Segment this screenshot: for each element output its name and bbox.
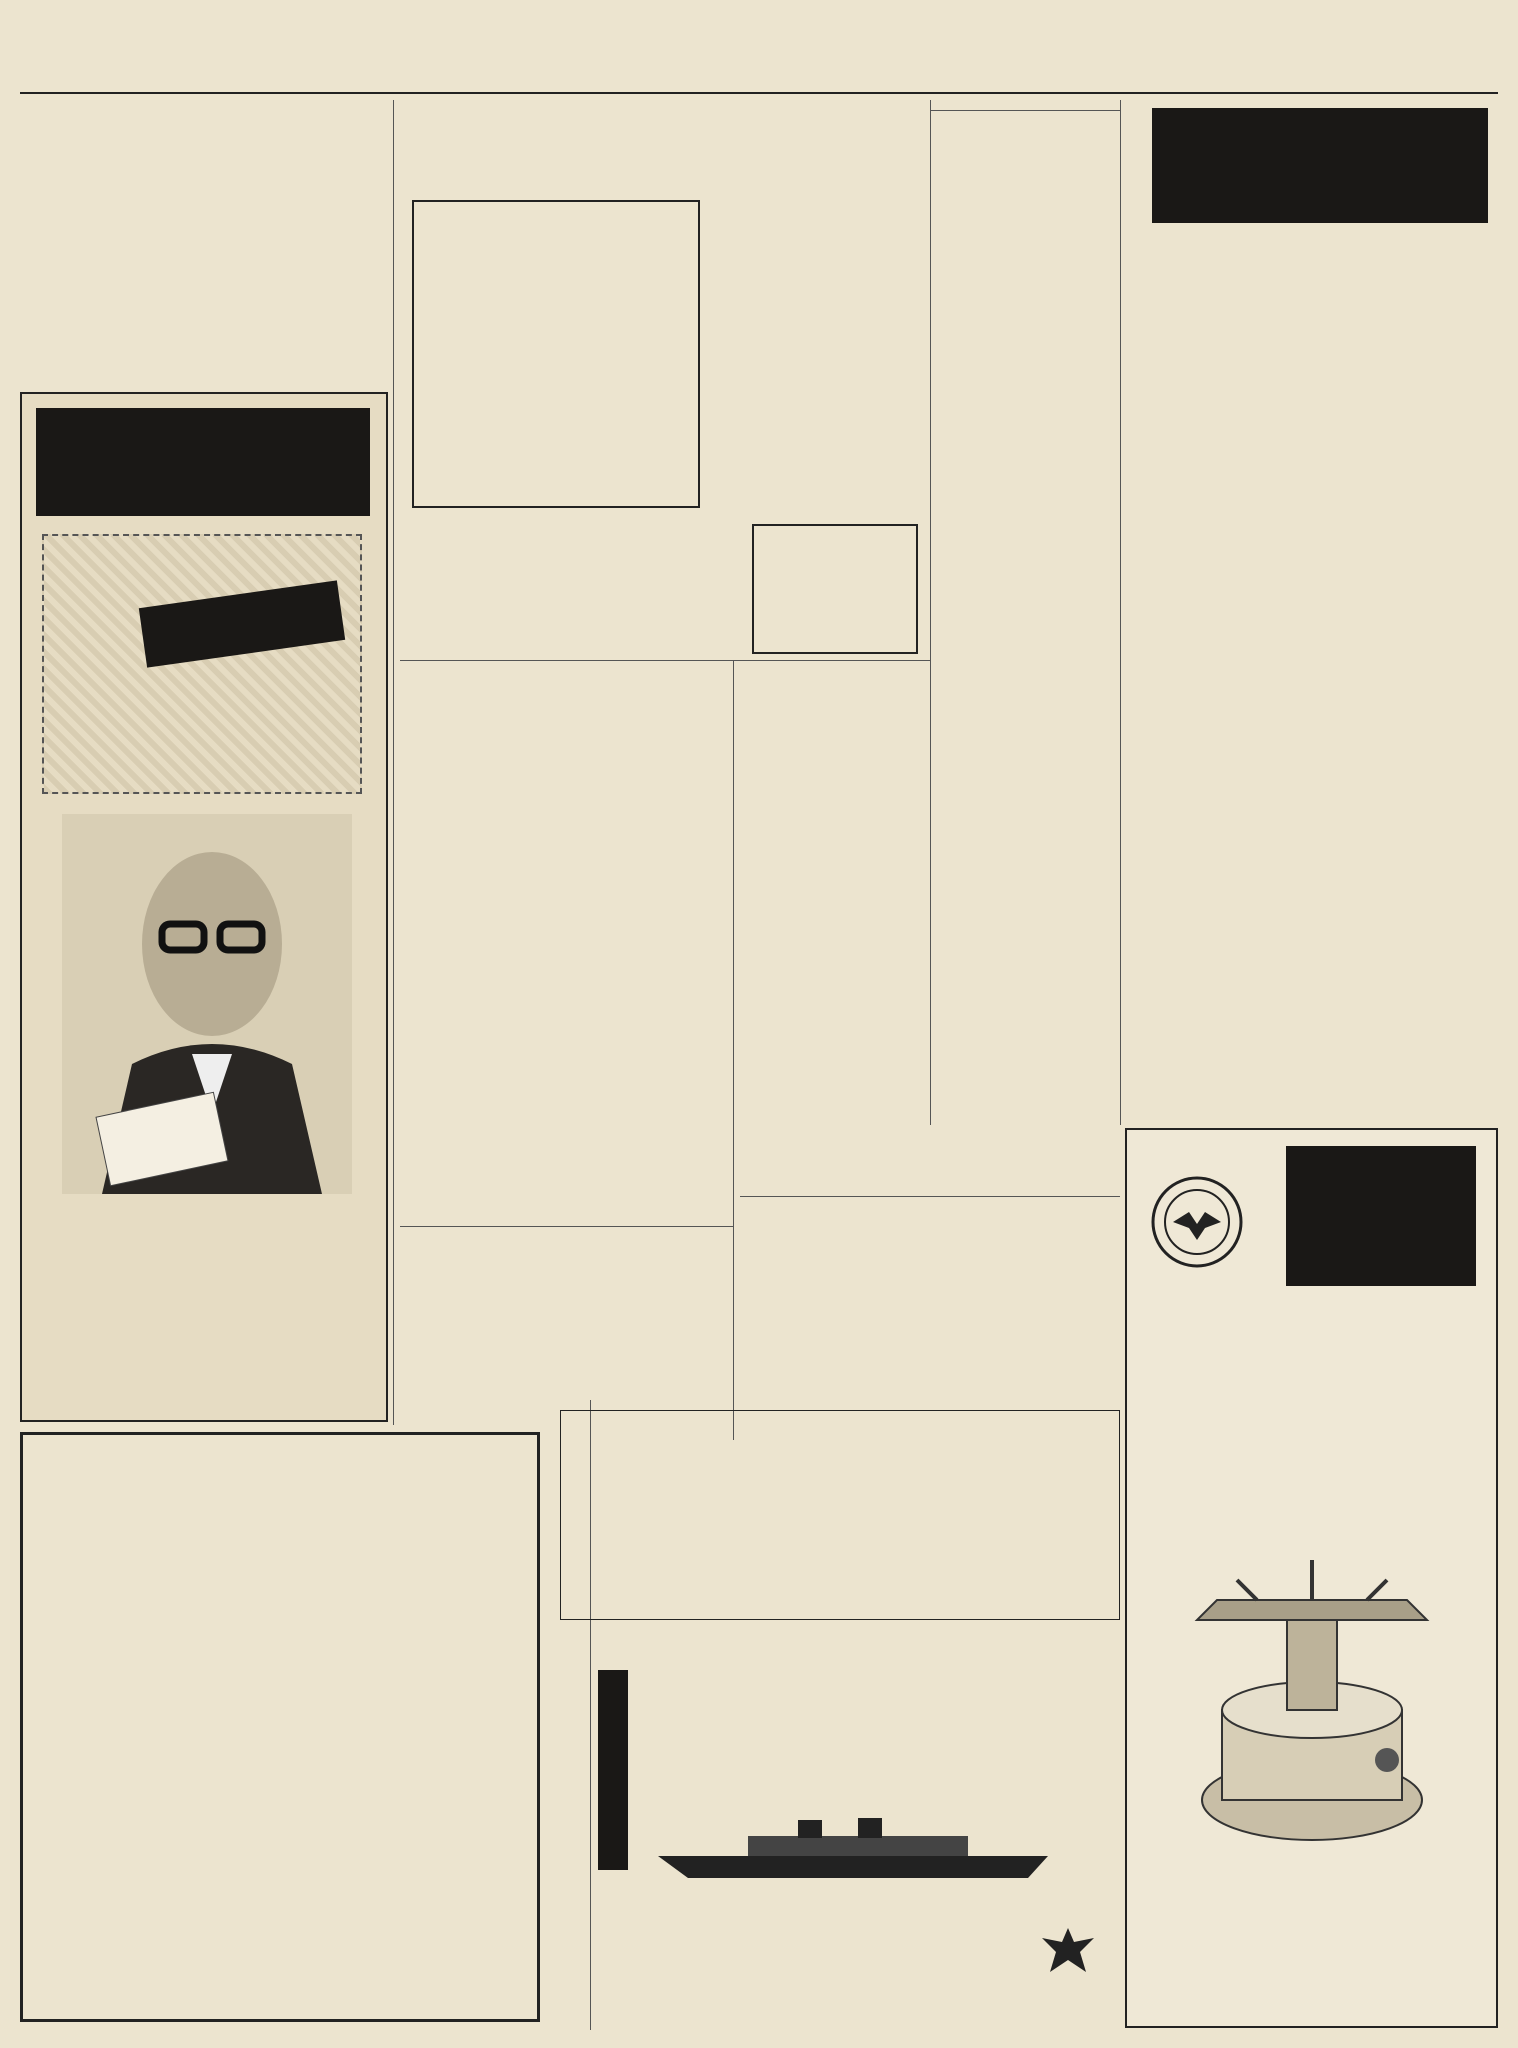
- india-ad: [20, 1432, 540, 2022]
- social-section-title: [1152, 108, 1488, 223]
- drivers-body: [1156, 490, 1484, 650]
- ministry-ad: [560, 1410, 1120, 1620]
- org-body: [1156, 908, 1484, 1084]
- eagle-icon: [1038, 1920, 1098, 1980]
- phone-intro: [1156, 332, 1484, 424]
- lottery-amount: [36, 408, 370, 516]
- ship-image: [648, 1806, 1068, 1886]
- usl-vertical-banner: [598, 1670, 628, 1870]
- crossword-across: [740, 178, 920, 498]
- ministry-ad-body: [571, 1451, 1107, 1581]
- bat-ad: [1125, 1128, 1498, 2028]
- bat-emblem-icon: [1149, 1174, 1245, 1270]
- usl-body: [608, 1660, 1038, 1770]
- algeria-body: [22, 146, 386, 366]
- story-body-left: [400, 668, 580, 1228]
- lottery-ad: [20, 392, 388, 1422]
- crossword-grid: [412, 200, 700, 508]
- kazemieh-body: [742, 728, 1114, 1188]
- bat-desc: [1139, 1342, 1489, 1432]
- stove-image: [1177, 1540, 1447, 1870]
- bat-logo: [1286, 1146, 1476, 1286]
- girl-story-body: [742, 1262, 1114, 1402]
- stats-body: [940, 200, 1116, 650]
- solution-grid: [752, 524, 918, 654]
- municipality-body: [1156, 694, 1484, 874]
- man-portrait: [62, 814, 352, 1194]
- tender-body: [404, 1266, 728, 1362]
- usl-ad: [598, 1630, 1118, 2020]
- crossword-down: [400, 520, 732, 650]
